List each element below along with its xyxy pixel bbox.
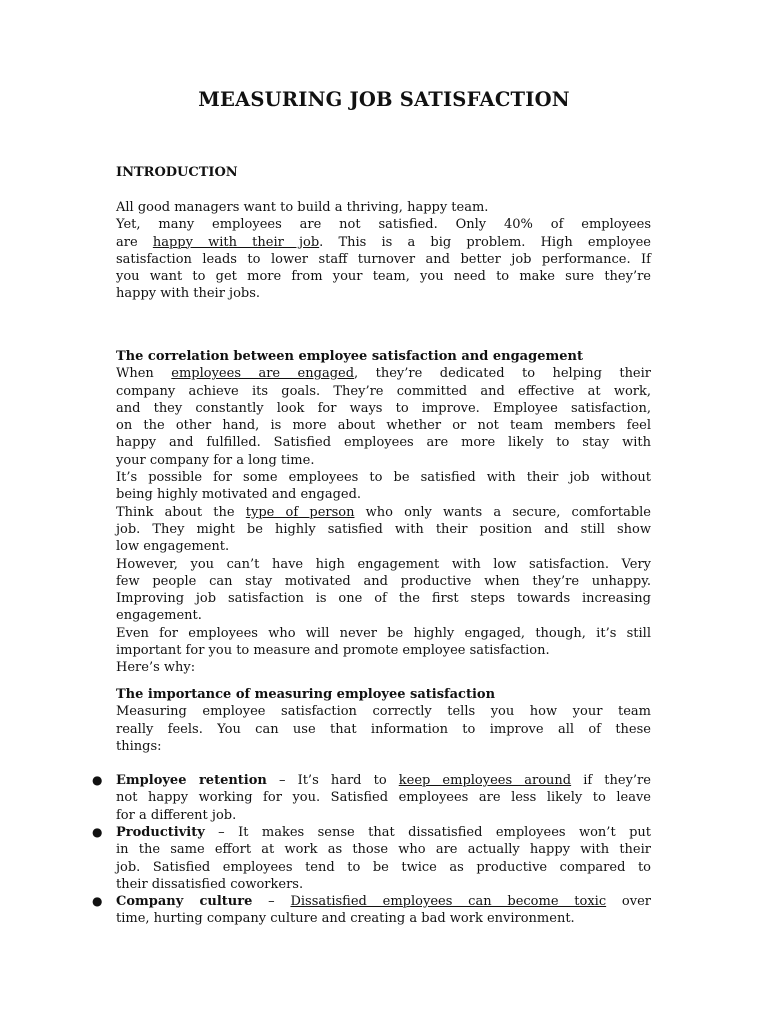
- importance-heading: The importance of measuring employee satisfaction: [116, 687, 496, 702]
- employees-are-engaged-link[interactable]: employees are engaged: [171, 366, 355, 382]
- intro-line: you want to get more from your team, you need to make sure they’re: [116, 269, 651, 285]
- correlation-line: engagement.: [116, 608, 202, 624]
- dissatisfied-employees-toxic-link[interactable]: Dissatisfied employees can become toxic: [290, 894, 607, 909]
- importance-line: Measuring employee satisfaction correctly tells you how your team: [116, 704, 651, 720]
- correlation-line: and they constantly look for ways to improve. Employee satisfaction,: [116, 400, 651, 416]
- correlation-line: low engagement.: [116, 539, 230, 555]
- bullet-line: Company culture – Dissatisfied employees can become toxic over: [116, 894, 651, 909]
- correlation-line: being highly motivated and engaged.: [116, 487, 362, 503]
- bullet-line: not happy working for you. Satisfied employees are less likely to leave: [116, 790, 651, 806]
- correlation-section: [116, 348, 651, 677]
- intro-line: happy with their jobs.: [116, 286, 261, 302]
- happy-with-their-job-link[interactable]: happy with their job: [152, 234, 320, 250]
- bullet-line: in the same effort at work as those who are actually happy with their: [116, 842, 651, 858]
- bullet-line: job. Satisfied employees tend to be twice as productive compared to: [116, 859, 651, 875]
- intro-line: All good managers want to build a thriving, happy team.: [116, 200, 489, 215]
- correlation-line: When employees are engaged, they’re dedicated to helping their: [116, 366, 652, 382]
- keep-employees-around-link[interactable]: keep employees around: [398, 773, 572, 788]
- bullet-line: for a different job.: [116, 807, 237, 823]
- correlation-line: job. They might be highly satisfied with their position and still show: [116, 521, 651, 537]
- bullet-line: time, hurting company culture and creating a bad work environment.: [116, 911, 575, 927]
- importance-line: things:: [116, 738, 162, 754]
- bullet-line: Productivity – It makes sense that dissatisfied employees won’t put: [116, 825, 651, 840]
- intro-line: satisfaction leads to lower staff turnover and better job performance. If: [116, 251, 651, 267]
- correlation-line: Think about the type of person who only wants a secure, comfortable: [116, 504, 651, 520]
- bullet-line: Employee retention – It’s hard to keep employees around if they’re: [116, 773, 651, 788]
- correlation-line: It’s possible for some employees to be satisfied with their job without: [116, 470, 651, 486]
- bullet-dot: ●: [92, 894, 103, 908]
- correlation-heading: The correlation between employee satisfaction and engagement: [116, 349, 583, 364]
- document-title: MEASURING JOB SATISFACTION: [198, 88, 570, 111]
- bullet-company-culture: [116, 893, 651, 928]
- correlation-line: your company for a long time.: [116, 452, 315, 468]
- correlation-line: company achieve its goals. They’re committed and effective at work,: [116, 383, 651, 399]
- introduction-body: [116, 199, 651, 303]
- introduction-section: [116, 164, 651, 181]
- correlation-line: Improving job satisfaction is one of the first steps towards increasing: [116, 591, 651, 607]
- bullet-employee-retention: [116, 772, 651, 824]
- importance-section: [116, 686, 651, 755]
- importance-line: really feels. You can use that information to improve all of these: [116, 721, 651, 737]
- bullet-dot: ●: [92, 825, 103, 839]
- type-of-person-link[interactable]: type of person: [245, 504, 355, 520]
- correlation-line: happy and fulfilled. Satisfied employees are more likely to stay with: [116, 435, 651, 451]
- correlation-line: important for you to measure and promote employee satisfaction.: [116, 643, 550, 659]
- correlation-line: Here’s why:: [116, 660, 196, 676]
- intro-line: are happy with their job. This is a big problem. High employee: [116, 234, 651, 250]
- correlation-line: few people can stay motivated and productive when they’re unhappy.: [116, 573, 651, 589]
- correlation-line: Even for employees who will never be highly engaged, though, it’s still: [116, 625, 651, 641]
- correlation-line: on the other hand, is more about whether or not team members feel: [116, 418, 651, 434]
- intro-line: Yet, many employees are not satisfied. Only 40% of employees: [116, 217, 651, 233]
- bullet-productivity: [116, 824, 651, 893]
- bullet-line: their dissatisfied coworkers.: [116, 876, 304, 892]
- correlation-line: However, you can’t have high engagement with low satisfaction. Very: [116, 556, 651, 572]
- introduction-heading: INTRODUCTION: [116, 165, 238, 180]
- bullet-dot: ●: [92, 773, 103, 787]
